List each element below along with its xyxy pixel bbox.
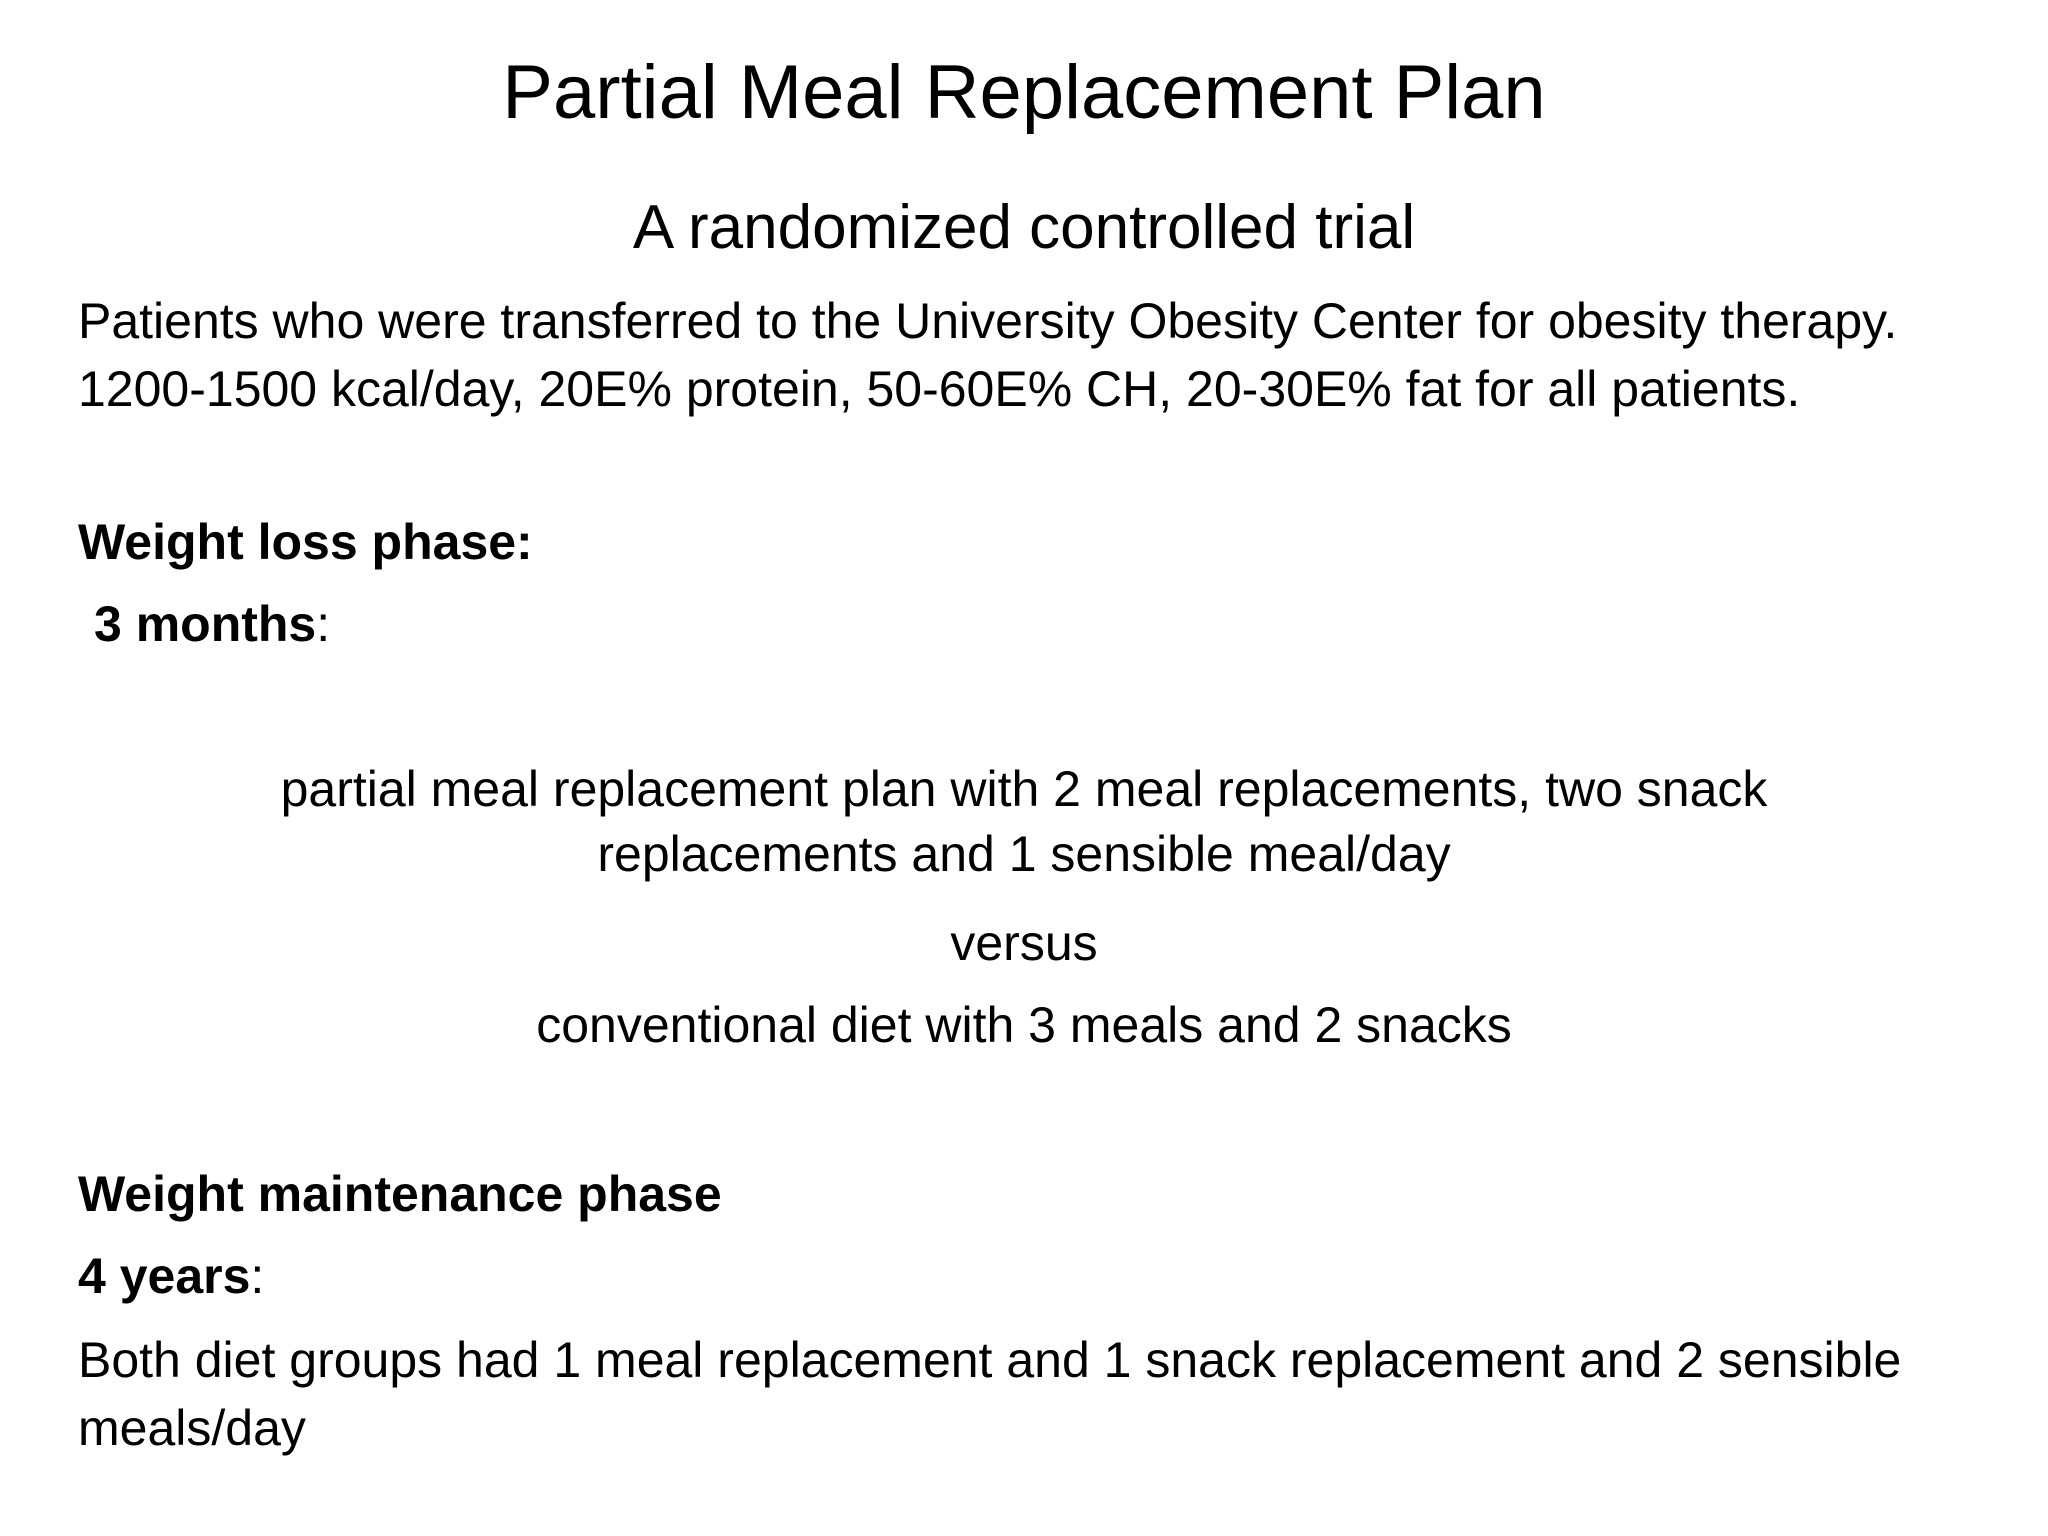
weight-loss-duration xyxy=(94,590,2034,658)
conventional-diet-text: conventional diet with 3 meals and 2 snacks xyxy=(536,997,1512,1053)
weight-maintenance-duration xyxy=(78,1242,2018,1310)
maintenance-description: Both diet groups had 1 meal replacement and 1 snack replacement and 2 sensible meals/day xyxy=(78,1332,1902,1456)
weight-maintenance-duration-suffix: : xyxy=(250,1248,265,1304)
partial-meal-plan-text xyxy=(0,757,2048,887)
slide-title: Partial Meal Replacement Plan xyxy=(502,50,1546,135)
weight-maintenance-duration-value: 4 years xyxy=(78,1248,251,1304)
weight-loss-heading: Weight loss phase: xyxy=(78,514,533,570)
weight-loss-duration-suffix: : xyxy=(316,596,331,652)
intro-paragraph: Patients who were transferred to the University Obesity Center for obesity therapy. 1200-1500 kcal/day, 20E% protein, 50-60E% CH, 20-30E% fat for all patients. xyxy=(78,293,1898,417)
weight-loss-duration-value: 3 months xyxy=(94,596,317,652)
versus-text: versus xyxy=(950,915,1098,971)
partial-meal-plan-line: partial meal replacement plan with 2 meal replacements, two snack replacements and 1 sensible meal/day xyxy=(280,761,1768,882)
weight-maintenance-heading: Weight maintenance phase xyxy=(78,1166,722,1222)
slide-subtitle: A randomized controlled trial xyxy=(632,193,1416,262)
